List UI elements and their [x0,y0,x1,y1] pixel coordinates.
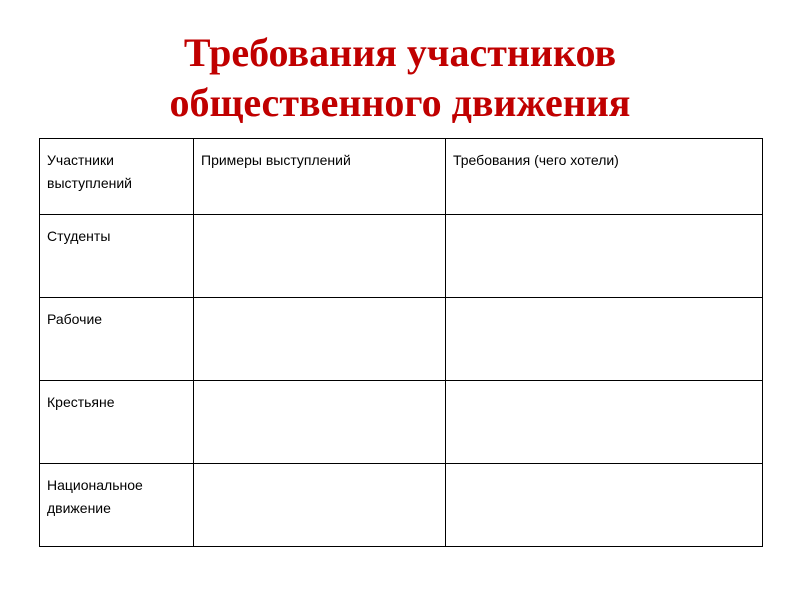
demands-cell[interactable] [446,215,763,298]
requirements-table [39,138,763,547]
row-label-students: Студенты [40,215,194,298]
demands-cell[interactable] [446,298,763,381]
header-examples: Примеры выступлений [194,139,446,215]
table-row [40,381,763,464]
table-row [40,215,763,298]
slide-title [0,28,800,128]
examples-cell[interactable] [194,215,446,298]
row-label-national-movement: Национальное движение [40,464,194,547]
demands-cell[interactable] [446,381,763,464]
table-header-row [40,139,763,215]
slide-title-line-1: Требования участников [183,30,617,75]
row-label-workers: Рабочие [40,298,194,381]
header-participants: Участники выступлений [40,139,194,215]
header-demands: Требования (чего хотели) [446,139,763,215]
row-label-peasants: Крестьяне [40,381,194,464]
examples-cell[interactable] [194,298,446,381]
table-row [40,298,763,381]
table-row [40,464,763,547]
examples-cell[interactable] [194,381,446,464]
examples-cell[interactable] [194,464,446,547]
slide-title-line-2: общественного движения [169,80,631,125]
demands-cell[interactable] [446,464,763,547]
